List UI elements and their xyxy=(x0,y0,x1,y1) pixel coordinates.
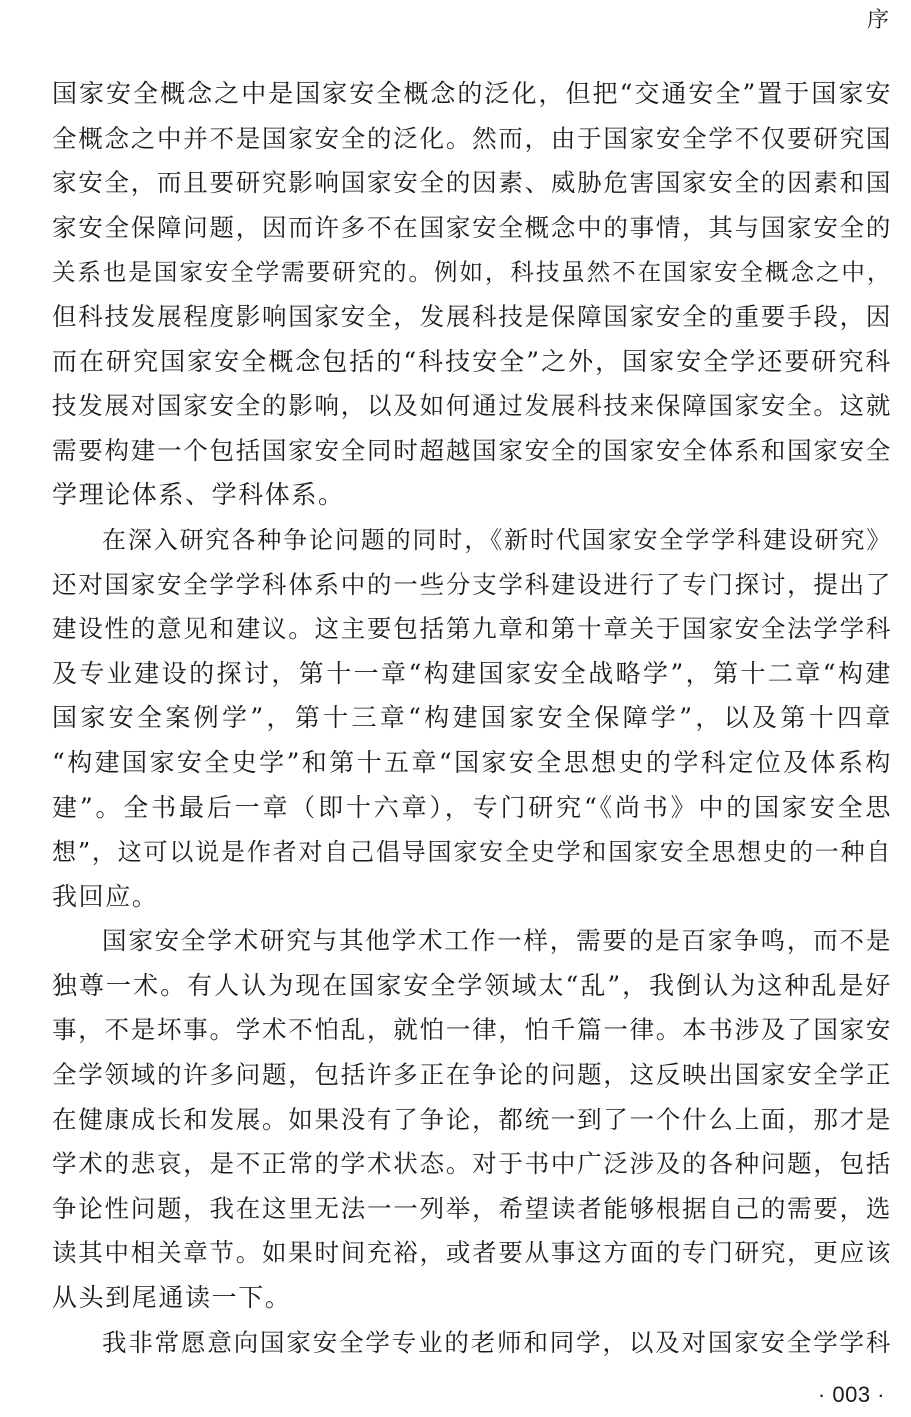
text-line: 从头到尾通读一下。 xyxy=(52,1283,292,1313)
text-line: 我回应。 xyxy=(52,881,159,911)
running-header: 序 xyxy=(866,8,889,33)
text-line: 家安全，而且要研究影响国家安全的因素、威胁危害国家安全的因素和国 xyxy=(52,168,892,198)
text-line: 争论性问题，我在这里无法一一列举，希望读者能够根据自己的需要，选 xyxy=(52,1193,892,1223)
text-line: 而在研究国家安全概念包括的“科技安全”之外，国家安全学还要研究科 xyxy=(52,346,892,376)
text-line: 还对国家安全学学科体系中的一些分支学科建设进行了专门探讨，提出了 xyxy=(52,569,892,599)
paragraph-first-line: 国家安全学术研究与其他学术工作一样，需要的是百家争鸣，而不是 xyxy=(102,926,892,956)
text-line: 学术的悲哀，是不正常的学术状态。对于书中广泛涉及的各种问题，包括 xyxy=(52,1149,892,1179)
text-line: 但科技发展程度影响国家安全，发展科技是保障国家安全的重要手段，因 xyxy=(52,301,892,331)
body-text xyxy=(52,72,892,1365)
text-line: 技发展对国家安全的影响，以及如何通过发展科技来保障国家安全。这就 xyxy=(52,391,892,421)
paragraph-first-line: 在深入研究各种争论问题的同时，《新时代国家安全学学科建设研究》 xyxy=(102,525,892,554)
text-line: 想”，这可以说是作者对自己倡导国家安全史学和国家安全思想史的一种自 xyxy=(52,838,892,867)
text-line: “构建国家安全史学”和第十五章“国家安全思想史的学科定位及体系构 xyxy=(52,747,892,777)
text-line: 全概念之中并不是国家安全的泛化。然而，由于国家安全学不仅要研究国 xyxy=(52,123,892,153)
text-line: 全学领域的许多问题，包括许多正在争论的问题，这反映出国家安全学正 xyxy=(52,1060,892,1090)
text-line: 需要构建一个包括国家安全同时超越国家安全的国家安全体系和国家安全 xyxy=(52,435,892,465)
text-line: 建”。全书最后一章（即十六章），专门研究“《尚书》中的国家安全思 xyxy=(52,792,892,822)
text-line: 关系也是国家安全学需要研究的。例如，科技虽然不在国家安全概念之中， xyxy=(52,258,892,287)
text-line: 读其中相关章节。如果时间充裕，或者要从事这方面的专门研究，更应该 xyxy=(52,1238,892,1268)
text-line: 在健康成长和发展。如果没有了争论，都统一到了一个什么上面，那才是 xyxy=(52,1104,892,1134)
text-line: 独尊一术。有人认为现在国家安全学领域太“乱”，我倒认为这种乱是好 xyxy=(52,970,892,1000)
text-line: 事，不是坏事。学术不怕乱，就怕一律，怕千篇一律。本书涉及了国家安 xyxy=(52,1015,892,1045)
paragraph-first-line: 我非常愿意向国家安全学专业的老师和同学，以及对国家安全学学科 xyxy=(102,1327,892,1357)
text-line: 国家安全概念之中是国家安全概念的泛化，但把“交通安全”置于国家安 xyxy=(52,79,892,108)
text-line: 及专业建设的探讨，第十一章“构建国家安全战略学”，第十二章“构建 xyxy=(52,658,892,688)
text-line: 建设性的意见和建议。这主要包括第九章和第十章关于国家安全法学学科 xyxy=(52,614,892,644)
text-line: 学理论体系、学科体系。 xyxy=(52,480,345,510)
text-line: 国家安全案例学”，第十三章“构建国家安全保障学”，以及第十四章 xyxy=(52,703,892,733)
page-number: · 003 · xyxy=(817,1382,885,1407)
text-line: 家安全保障问题，因而许多不在国家安全概念中的事情，其与国家安全的 xyxy=(52,212,892,242)
